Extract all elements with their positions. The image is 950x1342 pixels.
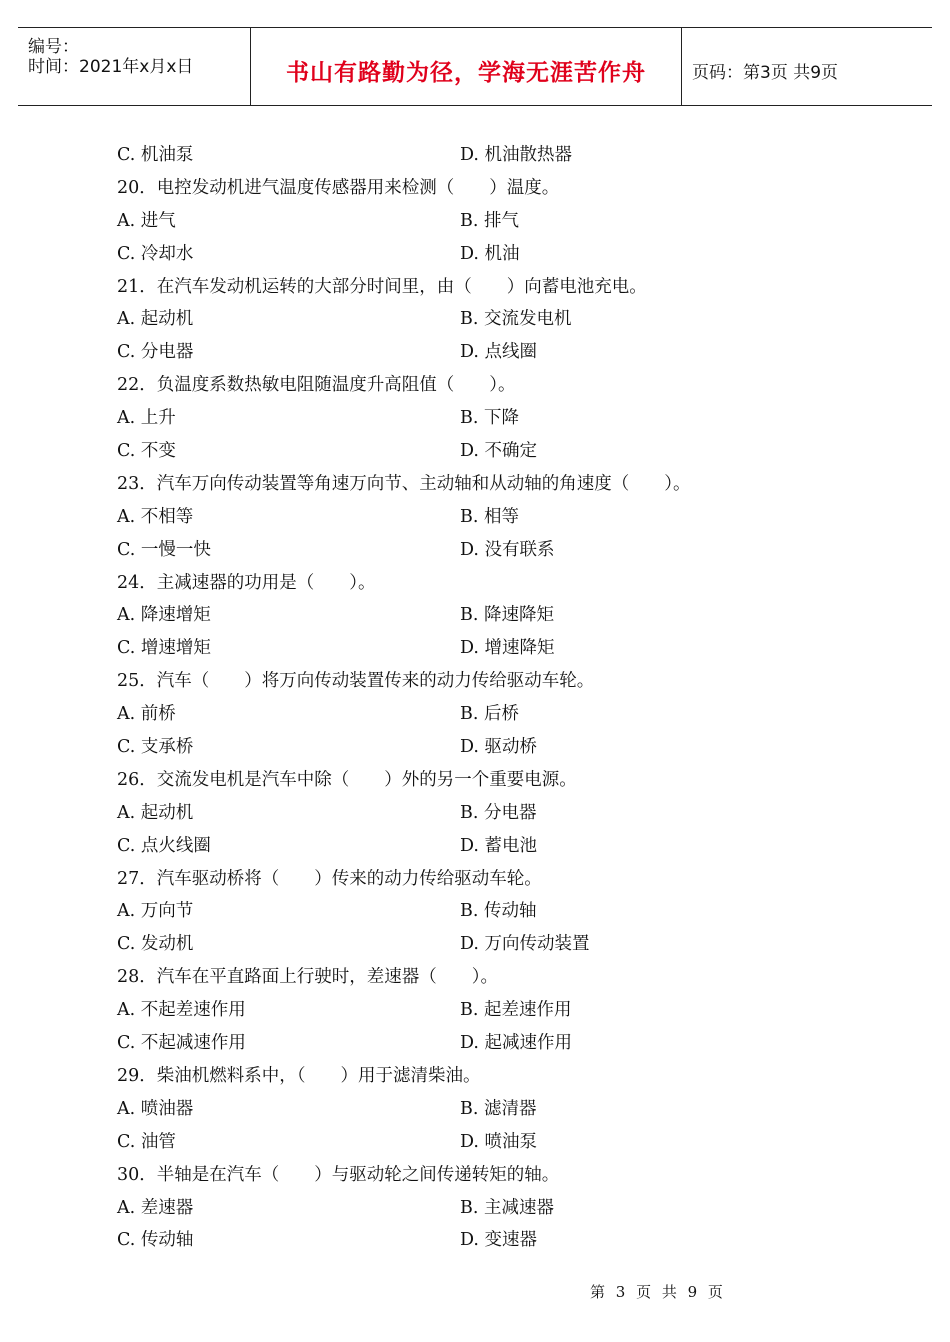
option-right: B. 相等: [460, 506, 519, 527]
option-row: [117, 797, 877, 830]
option-right: D. 驱动桥: [460, 737, 538, 758]
option-left: C. 发动机: [117, 934, 194, 955]
option-left: A. 差速器: [117, 1197, 194, 1218]
option-row: [117, 205, 877, 238]
number-label: 编号：: [28, 37, 79, 57]
option-row: [117, 1224, 877, 1257]
option-row: [117, 534, 877, 567]
option-row: [117, 501, 877, 534]
option-right: D. 增速降矩: [460, 638, 555, 659]
option-row: [117, 1027, 877, 1060]
option-right: D. 机油: [460, 243, 520, 264]
question-text: 21．在汽车发动机运转的大部分时间里，由（ ）向蓄电池充电。: [117, 276, 647, 297]
option-right: B. 分电器: [460, 802, 537, 823]
option-right: B. 主减速器: [460, 1197, 554, 1218]
option-right: D. 机油散热器: [460, 145, 573, 165]
option-left: A. 万向节: [117, 901, 194, 922]
option-left: A. 上升: [117, 408, 176, 429]
option-left: C. 机油泵: [117, 145, 194, 165]
option-right: B. 起差速作用: [460, 1000, 572, 1021]
option-left: C. 支承桥: [117, 737, 194, 758]
option-row: [117, 599, 877, 632]
option-right: D. 万向传动装置: [460, 934, 590, 955]
option-left: A. 进气: [117, 210, 176, 231]
motto-text: 书山有路勤为径，学海无涯苦作舟: [286, 60, 646, 86]
question-text: 23．汽车万向传动装置等角速万向节、主动轴和从动轴的角速度（ ）。: [117, 473, 691, 494]
option-left: C. 油管: [117, 1131, 176, 1152]
page-footer: 第 3 页 共 9 页: [590, 1283, 726, 1301]
option-right: D. 喷油泵: [460, 1131, 538, 1152]
option-left: C. 分电器: [117, 342, 194, 363]
question-text: 26．交流发电机是汽车中除（ ）外的另一个重要电源。: [117, 769, 577, 790]
option-row: [117, 698, 877, 731]
option-row: [117, 336, 877, 369]
option-left: A. 不相等: [117, 506, 194, 527]
option-right: D. 蓄电池: [460, 835, 538, 856]
question-text: 24．主减速器的功用是（ ）。: [117, 572, 376, 593]
header-info-cell: [18, 28, 251, 105]
option-left: C. 点火线圈: [117, 835, 211, 856]
option-left: C. 冷却水: [117, 243, 194, 264]
option-row: [117, 1093, 877, 1126]
question-text: 29．柴油机燃料系中，（ ）用于滤清柴油。: [117, 1065, 481, 1086]
option-right: B. 滤清器: [460, 1098, 537, 1119]
question-text: 27．汽车驱动桥将（ ）传来的动力传给驱动车轮。: [117, 868, 542, 889]
option-left: C. 不起减速作用: [117, 1033, 246, 1054]
page-header: [18, 27, 932, 106]
question-text: 20．电控发动机进气温度传感器用来检测（ ）温度。: [117, 177, 560, 198]
option-row: [117, 402, 877, 435]
question-list: [117, 139, 877, 1257]
option-left: C. 增速增矩: [117, 638, 211, 659]
option-left: A. 降速增矩: [117, 605, 211, 626]
option-row: [117, 928, 877, 961]
option-row: [117, 632, 877, 665]
option-left: A. 不起差速作用: [117, 1000, 246, 1021]
option-row: [117, 1126, 877, 1159]
option-right: D. 变速器: [460, 1230, 538, 1251]
option-left: C. 不变: [117, 441, 176, 462]
option-row: [117, 830, 877, 863]
option-row: [117, 303, 877, 336]
option-right: D. 不确定: [460, 441, 538, 462]
option-right: B. 交流发电机: [460, 309, 572, 330]
question-text: 25．汽车（ ）将万向传动装置传来的动力传给驱动车轮。: [117, 671, 595, 692]
option-right: D. 没有联系: [460, 539, 555, 560]
question-text: 28．汽车在平直路面上行驶时，差速器（ ）。: [117, 967, 499, 988]
option-left: A. 起动机: [117, 309, 194, 330]
option-right: B. 后桥: [460, 704, 519, 725]
option-row: [117, 994, 877, 1027]
header-motto-cell: [251, 28, 682, 105]
option-row: [117, 435, 877, 468]
option-left: C. 传动轴: [117, 1230, 194, 1251]
option-right: B. 排气: [460, 210, 519, 231]
option-row: [117, 895, 877, 928]
option-right: B. 下降: [460, 408, 519, 429]
option-right: D. 起减速作用: [460, 1033, 573, 1054]
header-page-cell: [682, 28, 932, 105]
option-right: B. 传动轴: [460, 901, 537, 922]
option-row: [117, 731, 877, 764]
time-label: 时间：2021年x月x日: [28, 57, 194, 77]
question-text: 22．负温度系数热敏电阻随温度升高阻值（ ）。: [117, 375, 516, 396]
option-row: [117, 139, 877, 172]
option-right: D. 点线圈: [460, 342, 538, 363]
option-left: A. 喷油器: [117, 1098, 194, 1119]
page-label: 页码：第3页 共9页: [692, 63, 839, 83]
question-text: 30．半轴是在汽车（ ）与驱动轮之间传递转矩的轴。: [117, 1164, 560, 1185]
option-left: A. 前桥: [117, 704, 176, 725]
option-right: B. 降速降矩: [460, 605, 554, 626]
option-row: [117, 1192, 877, 1225]
option-left: C. 一慢一快: [117, 539, 211, 560]
option-row: [117, 238, 877, 271]
option-left: A. 起动机: [117, 802, 194, 823]
